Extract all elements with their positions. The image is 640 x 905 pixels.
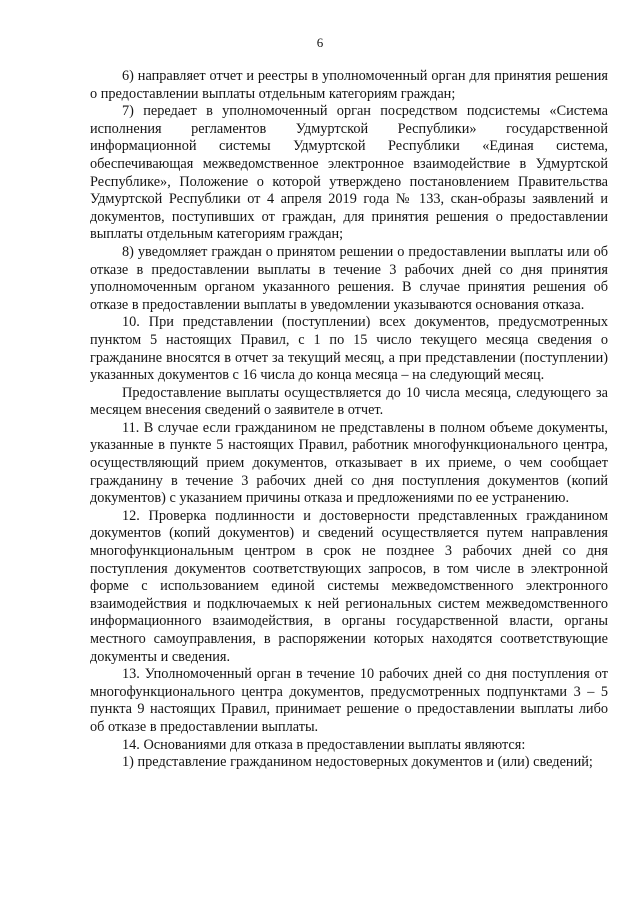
paragraph-payment-term: Предоставление выплаты осуществляется до 10 числа месяца, следующего за месяцем внесения сведений о заявителе в отчет.: [90, 384, 608, 419]
paragraph-clause-14: 14. Основаниями для отказа в предоставлении выплаты являются:: [122, 736, 526, 753]
paragraph-clause-10: 10. При представлении (поступлении) всех документов, предусмотренных пунктом 5 настоящих Правил, с 1 по 15 число текущего месяца сведения о гражданине вносятся в отчет за текущий месяц, а при представлении (поступлении) указанных документов с 16 числа до конца месяца – на следующий месяц.: [90, 314, 608, 384]
document-body: [90, 68, 608, 772]
paragraph-refusal-reason-1: 1) представление гражданином недостоверных документов и (или) сведений;: [122, 754, 593, 771]
page-number: 6: [316, 35, 324, 50]
paragraph-item-6: 6) направляет отчет и реестры в уполномоченный орган для принятия решения о предоставлении выплаты отдельным категориям граждан;: [90, 68, 608, 102]
paragraph-clause-11: 11. В случае если гражданином не представлены в полном объеме документы, указанные в пункте 5 настоящих Правил, работник многофункционального центра, осуществляющий прием документов, отказывает в их приеме, о чем сообщает гражданину в течение 3 рабочих дней со дня поступления документов (копий документов) с указанием причины отказа и предложениями по ее устранению.: [90, 419, 608, 507]
paragraph-item-8: 8) уведомляет граждан о принятом решении о предоставлении выплаты или об отказе в предоставлении выплаты в течение 3 рабочих дней со дня принятия уполномоченным органом указанного решения. В случае принятия решения об отказе в предоставлении выплаты в уведомлении указываются основания отказа.: [90, 243, 608, 313]
paragraph-item-7: 7) передает в уполномоченный орган посредством подсистемы «Система исполнения регламентов Удмуртской Республики» государственной информационной системы Удмуртской Республики «Единая система, обеспечивающая межведомственное электронное взаимодействие в Удмуртской Республике», Положение о которой утверждено постановлением Правительства Удмуртской Республики от 4 апреля 2019 года № 133, скан-образы заявлений и документов, поступивших от граждан, для принятия решения о предоставлении выплаты отдельным категориям граждан;: [90, 103, 608, 243]
paragraph-clause-12: 12. Проверка подлинности и достоверности представленных гражданином документов (копий документов) и сведений осуществляется путем направления многофункциональным центром в срок не позднее 3 рабочих дней со дня поступления документов соответствующих запросов, в том числе в электронной форме с использованием единой системы межведомственного электронного взаимодействия и подключаемых к ней региональных систем межведомственного информационного взаимодействия, в органы государственной власти, органы местного самоуправления, в распоряжении которых находятся соответствующие документы и сведения.: [90, 507, 608, 665]
paragraph-clause-13: 13. Уполномоченный орган в течение 10 рабочих дней со дня поступления от многофункционального центра документов, предусмотренных подпунктами 3 – 5 пункта 9 настоящих Правил, принимает решение о предоставлении выплаты либо об отказе в предоставлении выплаты.: [90, 666, 608, 735]
